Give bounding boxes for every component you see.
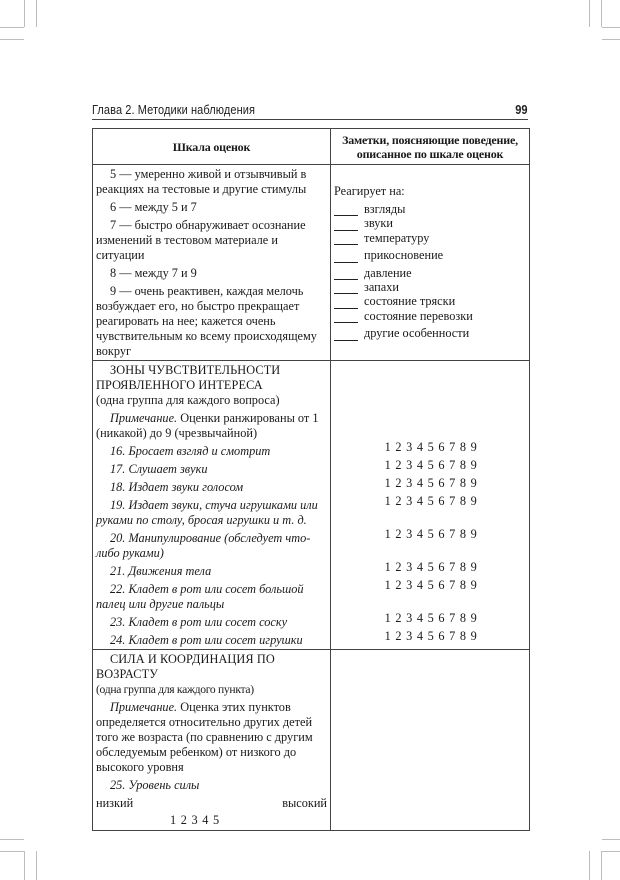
crop-mark (36, 0, 37, 27)
crop-mark (602, 27, 620, 28)
blank-field[interactable] (334, 253, 358, 263)
crop-mark (589, 0, 590, 27)
section-subheading: (одна группа для каждого пункта) (96, 683, 254, 696)
scale-item: 6 — между 5 и 7 (110, 200, 197, 214)
low-label: низкий (96, 796, 134, 810)
section-heading: ЗОНЫ ЧУВСТВИТЕЛЬНОСТИ (110, 363, 281, 377)
crop-mark (601, 851, 602, 880)
sensitivity-items-cell (93, 361, 331, 650)
blank-field[interactable] (334, 284, 358, 294)
rating-scale-24[interactable]: 123456789 (384, 629, 482, 643)
reacts-item: прикосновение (364, 248, 444, 263)
rating-scale-21[interactable]: 123456789 (384, 560, 482, 574)
crop-mark (0, 27, 24, 28)
rating-scale-18[interactable]: 123456789 (384, 476, 482, 490)
sensitivity-scales-cell (331, 361, 530, 650)
header-scale: Шкала оценок (93, 129, 331, 165)
high-label: высокий (282, 796, 327, 810)
scale-levels-cell (93, 165, 331, 361)
crop-mark (601, 0, 602, 27)
note-text: Оценка этих пунктов определяется относительно других детей того же возраста (по сравнению с другим обследуемым ребенком) от низкого до высокого уровня (96, 700, 313, 774)
item-20: 20. Манипулирование (обследует что-либо руками) (96, 531, 311, 560)
crop-mark (602, 851, 620, 852)
note-label: Примечание. (110, 411, 178, 425)
crop-mark (36, 851, 37, 880)
item-19: 19. Издает звуки, стуча игрушками или руками по столу, бросая игрушки и т. д. (96, 498, 318, 527)
reacts-item: другие особенности (364, 326, 470, 341)
note-text: Оценки ранжированы от 1 (никакой) до 9 (чрезвычайной) (96, 411, 319, 440)
crop-mark (589, 851, 590, 880)
crop-mark (24, 0, 25, 27)
running-head (92, 103, 528, 120)
note-label: Примечание. (110, 700, 178, 714)
blank-field[interactable] (334, 206, 358, 216)
crop-mark (602, 839, 620, 840)
section-scale-levels (93, 165, 530, 361)
strength-notes-cell (331, 650, 530, 831)
reacts-item: взгляды (364, 202, 406, 216)
blank-field[interactable] (334, 270, 358, 280)
chapter-title: Глава 2. Методики наблюдения (92, 103, 256, 117)
item-17: 17. Слушает звуки (110, 462, 208, 476)
reacts-item: температуру (364, 230, 430, 245)
crop-mark (0, 839, 24, 840)
item-24: 24. Кладет в рот или сосет игрушки (110, 633, 303, 647)
item-21: 21. Движения тела (110, 564, 212, 578)
rating-scale-table (92, 128, 530, 831)
section-sensitivity-zones (93, 361, 530, 650)
crop-mark (0, 851, 24, 852)
section-subheading: (одна группа для каждого вопроса) (96, 393, 280, 407)
crop-mark (0, 39, 24, 40)
reacts-item: звуки (364, 216, 393, 231)
blank-field[interactable] (334, 235, 358, 245)
reacts-label: Реагирует на: (334, 184, 405, 198)
strength-items-cell (93, 650, 331, 831)
blank-field[interactable] (334, 313, 358, 323)
reacts-item: состояние тряски (364, 294, 456, 309)
item-25: 25. Уровень силы (110, 778, 200, 792)
item-16: 16. Бросает взгляд и смотрит (110, 444, 271, 458)
blank-field[interactable] (334, 299, 358, 309)
section-heading: ПРОЯВЛЕННОГО ИНТЕРЕСА (96, 378, 263, 392)
item-18: 18. Издает звуки голосом (110, 480, 244, 494)
reacts-item: состояние перевозки (364, 308, 473, 323)
item-23: 23. Кладет в рот или сосет соску (110, 615, 288, 629)
scale-item: 7 — быстро обнаруживает осознание изменений в тестовом материале и ситуации (96, 218, 306, 262)
rating-scale-19[interactable]: 123456789 (384, 494, 482, 508)
rating-scale-23[interactable]: 123456789 (384, 611, 482, 625)
crop-mark (24, 851, 25, 880)
scale-item: 8 — между 7 и 9 (110, 266, 197, 280)
scale-item: 9 — очень реактивен, каждая мелочь возбуждает его, но быстро прекращает реагировать на нее; кажется очень чувствительным ко всему происходящему вокруг (96, 284, 317, 358)
rating-scale-16[interactable]: 123456789 (384, 440, 482, 454)
rating-scale-25[interactable]: 12345 (170, 813, 224, 827)
section-strength-coordination (93, 650, 530, 831)
reacts-item: давление (364, 265, 412, 280)
scale-item: 5 — умеренно живой и отзывчивый в реакциях на тестовые и другие стимулы (96, 167, 307, 196)
blank-field[interactable] (334, 221, 358, 231)
crop-mark (602, 39, 620, 40)
section-heading: СИЛА И КООРДИНАЦИЯ ПО ВОЗРАСТУ (96, 652, 275, 681)
header-notes: Заметки, поясняющие поведение, описанное по шкале оценок (331, 129, 530, 165)
rating-scale-22[interactable]: 123456789 (384, 578, 482, 592)
page-number: 99 (515, 102, 528, 117)
rating-scale-17[interactable]: 123456789 (384, 458, 482, 472)
blank-field[interactable] (334, 331, 358, 341)
reacts-cell (331, 165, 530, 361)
item-22: 22. Кладет в рот или сосет большой палец или другие пальцы (96, 582, 304, 611)
rating-scale-20[interactable]: 123456789 (384, 527, 482, 541)
reacts-item: запахи (364, 280, 399, 295)
